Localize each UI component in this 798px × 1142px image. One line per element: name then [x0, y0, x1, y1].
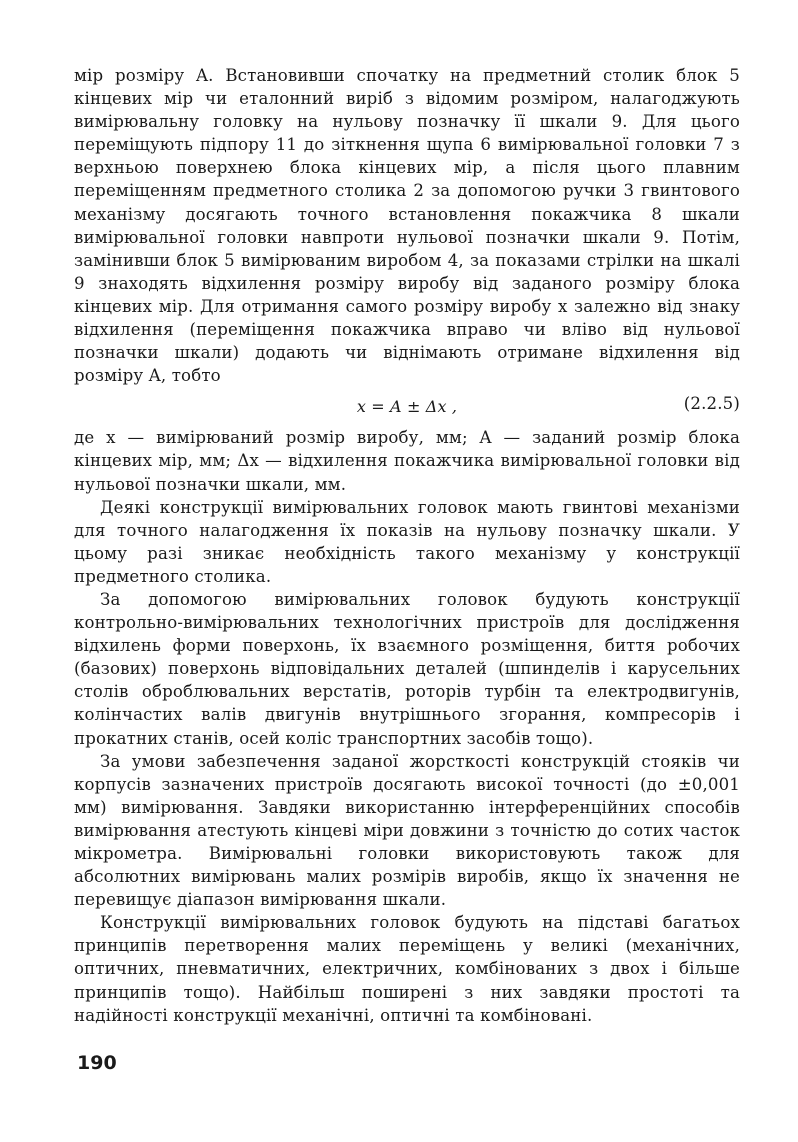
paragraph-1: мір розміру A. Встановивши спочатку на предметний столик блок 5 кінцевих мір чи еталонний виріб з відомим розміром, налагоджують вимірювальну головку на нульову позначку її шкали 9. Для цього переміщують підпору 11 до зіткнення щупа 6 вимірювальної головки 7 з верхньою поверхнею блока кінцевих мір, а після цього плавним переміщенням предметного столика 2 за допомогою ручки 3 гвинтового механізму досягають точного встановлення покажчика 8 шкали вимірювальної головки навпроти нульової позначки шкали 9. Потім, замінивши блок 5 вимірюваним виробом 4, за показами стрілки на шкалі 9 знаходять відхилення розміру виробу від заданого розміру блока кінцевих мір. Для отримання самого розміру виробу x залежно від знаку відхилення (переміщення покажчика вправо чи вліво від нульової позначки шкали) додають чи віднімають отримане відхилення від розміру A, тобто: [74, 66, 740, 386]
formula-row: [74, 389, 740, 423]
paragraph-4: За допомогою вимірювальних головок будують конструкції контрольно-вимірювальних технологічних пристроїв для дослідження відхилень форми поверхонь, їх взаємного розміщення, биття робочих (базових) поверхонь відповідальних деталей (шпинделів і карусельних столів оброблювальних верстатів, роторів турбін та електродвигунів, колінчастих валів двигунів внутрішнього згорання, компресорів і прокатних станів, осей коліс транспортних засобів тощо).: [74, 589, 740, 748]
paragraph-2: де x — вимірюваний розмір виробу, мм; A — заданий розмір блока кінцевих мір, мм; Δx — відхилення покажчика вимірювальної головки від нульової позначки шкали, мм.: [74, 428, 740, 494]
equation-number: (2.2.5): [683, 394, 740, 414]
page-number: 190: [77, 1052, 117, 1074]
page-body: [74, 64, 740, 1027]
paragraph-6: Конструкції вимірювальних головок будують на підставі багатьох принципів перетворення малих переміщень у великі (механічних, оптичних, пневматичних, електричних, комбінованих з двох і більше принципів тощо). Найбільш поширені з них завдяки простоті та надійності конструкції механічні, оптичні та комбіновані.: [74, 913, 740, 1025]
paragraph-3: Деякі конструкції вимірювальних головок мають гвинтові механізми для точного налагодження їх показів на нульову позначку шкали. У цьому разі зникає необхідність такого механізму у конструкції предметного столика.: [74, 497, 740, 586]
formula-2-2-5: x = A ± Δx ,: [356, 397, 458, 417]
paragraph-5: За умови забезпечення заданої жорсткості конструкцій стояків чи корпусів зазначених пристроїв досягають високої точності (до ±0,001 мм) вимірювання. Завдяки використанню інтерференційних способів вимірювання атестують кінцеві міри довжини з точністю до сотих часток мікрометра. Вимірювальні головки використовують також для абсолютних вимірювань малих розмірів виробів, якщо їх значення не перевищує діапазон вимірювання шкали.: [74, 751, 740, 910]
